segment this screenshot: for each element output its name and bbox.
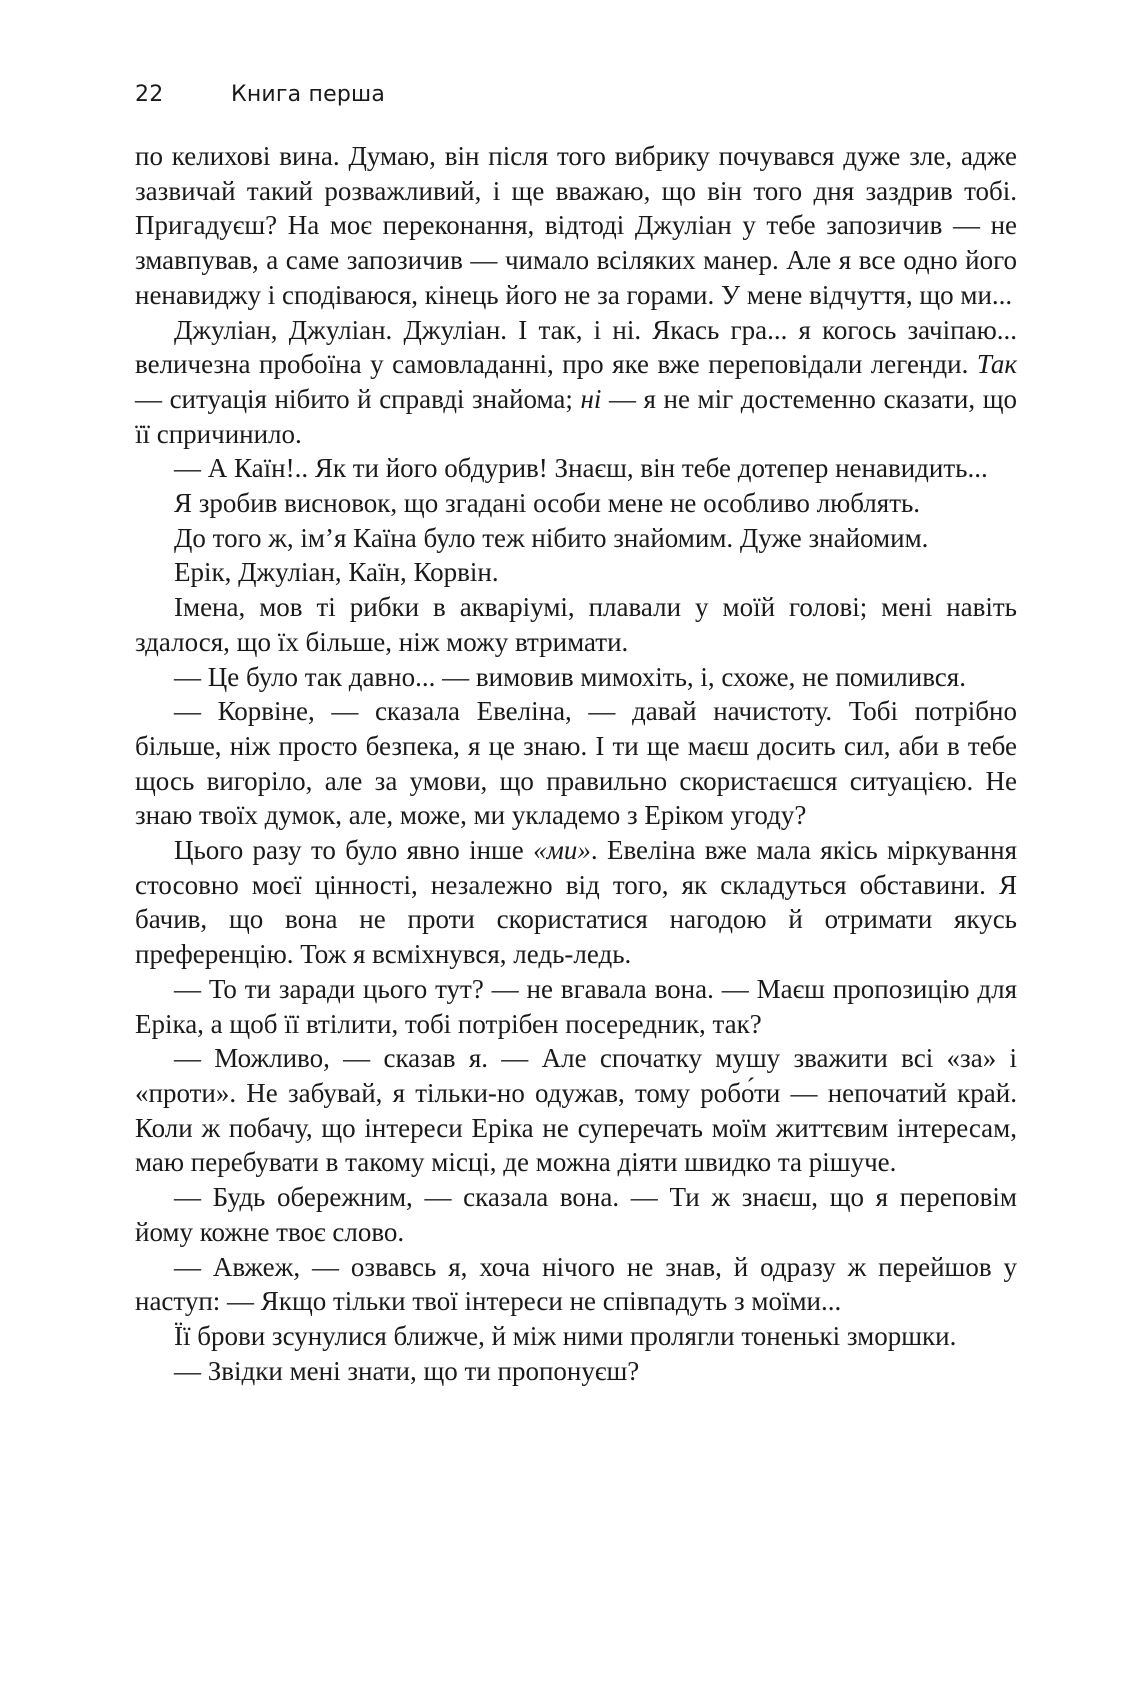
paragraph <box>135 1354 1017 1389</box>
paragraph <box>135 1250 1017 1319</box>
italic-text: ні <box>580 383 602 414</box>
text-segment: — Звідки мені знати, що ти пропонуєш? <box>174 1355 640 1386</box>
text-segment: — Авжеж, — озвавсь я, хоча нічого не знав, й одразу ж перейшов у наступ: — Якщо тільки твої інтереси не співпадуть з моїми... <box>135 1251 1017 1317</box>
paragraph <box>135 1319 1017 1354</box>
italic-text: «ми» <box>533 835 591 866</box>
paragraph <box>135 833 1017 972</box>
paragraph <box>135 555 1017 590</box>
text-segment: — То ти заради цього тут? — не вгавала вона. — Маєш пропозицію для Еріка, а щоб її втілити, тобі потрібен посередник, так? <box>135 973 1017 1039</box>
paragraph <box>135 660 1017 695</box>
text-segment: Імена, мов ті рибки в акваріумі, плавали у моїй голові; мені навіть здалося, що їх більше, ніж можу втримати. <box>135 592 1017 657</box>
paragraph <box>135 1041 1017 1180</box>
text-segment: Її брови зсунулися ближче, й між ними пролягли тоненькі зморшки. <box>174 1320 957 1351</box>
paragraph <box>135 521 1017 556</box>
paragraph <box>135 972 1017 1041</box>
paragraph <box>135 451 1017 486</box>
text-segment: по келихові вина. Думаю, він після того вибрику почувався дуже зле, адже зазвичай такий розважливий, і ще вважаю, що він того дня заздрив тобі. Пригадуєш? На моє переконання, відтоді Джуліан у тебе запозичив — не змавпував, а саме запозичив — чимало всіляких манер. Але я все одно його ненавиджу і сподіваюся, кінець його не за горами. У мене відчуття, що ми... <box>135 141 1017 310</box>
text-segment: — ситуація нібито й справді знайома; <box>135 383 581 414</box>
text-segment: Джуліан, Джуліан. Джуліан. І так, і ні. Якась гра... я когось зачіпаю... величезна пробоїна у самовладанні, про яке вже переповідали легенди. <box>135 314 1017 380</box>
paragraph <box>135 139 1017 313</box>
running-title: Книга перша <box>231 82 386 107</box>
page-number: 22 <box>135 82 164 107</box>
text-segment: Я зробив висновок, що згадані особи мене не особливо люблять. <box>174 488 921 519</box>
running-header <box>135 80 385 110</box>
text-segment: — Корвіне, — сказала Евеліна, — давай начистоту. Тобі потрібно більше, ніж просто безпека, я це знаю. І ти ще маєш досить сил, аби в тебе щось вигоріло, але за умови, що правильно скористаєшся ситуацією. Не знаю твоїх думок, але, може, ми укладемо з Еріком угоду? <box>135 696 1017 831</box>
text-segment: — Це було так давно... — вимовив мимохіть, і, схоже, не помилився. <box>174 661 966 692</box>
text-segment: — А Каїн!.. Як ти його обдурив! Знаєш, він тебе дотепер ненавидить... <box>174 453 988 484</box>
text-segment: — Будь обережним, — сказала вона. — Ти ж знаєш, що я переповім йому кожне твоє слово. <box>135 1182 1017 1247</box>
text-segment: Цього разу то було явно інше <box>174 835 534 866</box>
text-segment: — Можливо, — сказав я. — Але спочатку мушу зважити всі «за» і «проти». Не забувай, я тільки-но одужав, тому робо́ти — непочатий край. Коли ж побачу, що інтереси Еріка не суперечать моїм життєвим інтересам, маю перебувати в такому місці, де можна діяти швидко та рішуче. <box>135 1043 1017 1178</box>
paragraph <box>135 486 1017 521</box>
italic-text: Так <box>976 349 1017 380</box>
text-segment: — я не міг достеменно сказати, що її спричинило. <box>135 383 1017 449</box>
text-segment: Ерік, Джуліан, Каїн, Корвін. <box>174 557 499 588</box>
text-segment: До того ж, ім’я Каїна було теж нібито знайомим. Дуже знайомим. <box>174 522 929 553</box>
body-text <box>135 139 1017 1388</box>
paragraph <box>135 694 1017 833</box>
paragraph <box>135 313 1017 452</box>
paragraph <box>135 590 1017 659</box>
paragraph <box>135 1180 1017 1249</box>
text-segment: . Евеліна вже мала якісь міркування стосовно моєї цінності, незалежно від того, як складуться обставини. Я бачив, що вона не проти скористатися нагодою й отримати якусь преференцію. Тож я всміхнувся, ледь-ледь. <box>135 835 1017 970</box>
